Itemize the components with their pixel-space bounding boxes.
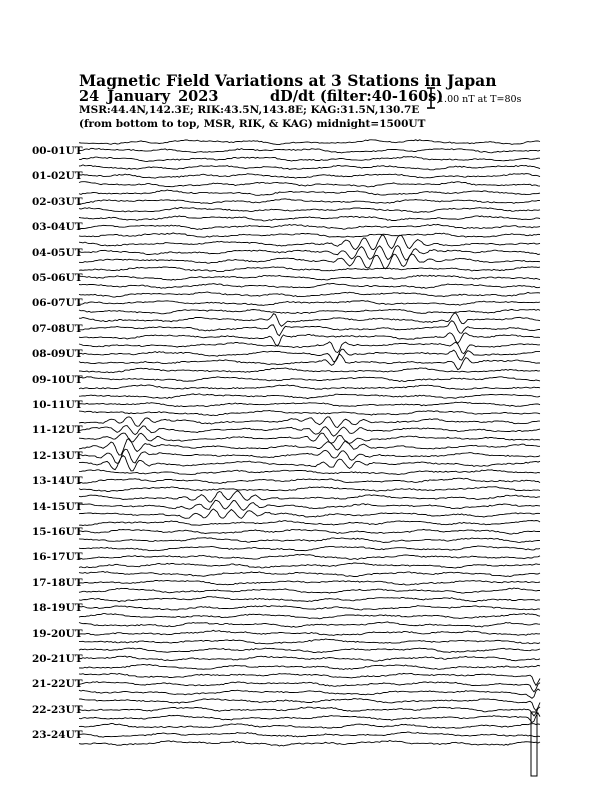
trace-kag [79, 165, 540, 170]
trace-rik [79, 275, 540, 280]
trace-rik [79, 529, 540, 534]
trace-kag [79, 597, 540, 602]
row-label: 14-15UT [32, 500, 83, 513]
trace-msr [79, 509, 540, 519]
trace-kag [79, 216, 540, 221]
trace-kag [79, 313, 540, 326]
trace-msr [79, 433, 540, 443]
row-label: 16-17UT [32, 551, 83, 564]
trace-rik [79, 500, 540, 510]
row-label: 15-16UT [32, 526, 83, 538]
trace-kag [79, 673, 540, 685]
row-label: 09-10UT [32, 373, 83, 386]
trace-rik [79, 224, 540, 229]
trace-msr [79, 385, 540, 390]
row-label: 13-14UT [32, 475, 83, 488]
row-label: 11-12UT [32, 424, 83, 437]
trace-kag [79, 394, 540, 399]
trace-msr [79, 689, 540, 698]
row-label: 10-11UT [32, 399, 83, 411]
row-label: 18-19UT [32, 602, 83, 615]
trace-rik [79, 449, 540, 463]
row-label: 02-03UT [32, 195, 83, 208]
trace-kag [79, 521, 540, 526]
trace-msr [79, 284, 540, 289]
trace-rik [79, 321, 540, 336]
row-label: 20-21UT [32, 653, 83, 665]
trace-rik [79, 301, 540, 306]
trace-group [79, 140, 540, 776]
trace-kag [79, 724, 540, 729]
row-label: 03-04UT [32, 221, 83, 234]
trace-kag [79, 572, 540, 577]
trace-rik [79, 732, 540, 737]
trace-msr [79, 588, 540, 593]
row-label: 00-01UT [32, 145, 83, 157]
station-coordinates: MSR:44.4N,142.3E; RIK:43.5N,143.8E; KAG:31.5N,130.7E [79, 104, 420, 116]
trace-kag [79, 190, 540, 195]
trace-order-note: (from bottom to top, MSR, RIK, & KAG) midnight=1500UT [79, 118, 426, 130]
trace-rik [79, 349, 540, 362]
trace-kag [79, 622, 540, 627]
trace-rik [79, 630, 540, 635]
trace-kag [79, 267, 540, 272]
trace-kag [79, 292, 540, 297]
trace-rik [79, 656, 540, 661]
row-label: 08-09UT [32, 348, 83, 361]
scale-bar-label: 1.00 nT at T=80s [438, 94, 522, 105]
trace-msr [79, 254, 540, 269]
trace-rik [79, 402, 540, 406]
row-label: 07-08UT [32, 322, 83, 335]
trace-rik [79, 199, 540, 204]
trace-rik [79, 478, 540, 483]
trace-rik [79, 606, 540, 610]
trace-msr [79, 664, 540, 669]
trace-rik [79, 148, 540, 153]
row-label: 04-05UT [32, 246, 83, 259]
trace-msr [79, 354, 540, 370]
trace-msr [79, 614, 540, 619]
trace-msr [79, 487, 540, 492]
trace-rik [79, 174, 540, 179]
row-label: 22-23UT [32, 703, 83, 716]
chart-component: dD/dt (filter:40-160s) [270, 88, 444, 105]
trace-msr [79, 309, 540, 314]
trace-msr [79, 456, 540, 471]
trace-rik [79, 426, 540, 437]
trace-kag [79, 417, 540, 428]
trace-rik [79, 707, 540, 716]
trace-kag [79, 470, 540, 475]
trace-msr [79, 333, 540, 346]
trace-msr [79, 233, 540, 237]
row-label: 12-13UT [32, 449, 83, 462]
row-label: 19-20UT [32, 627, 83, 640]
trace-kag [79, 491, 540, 502]
chart-title: Magnetic Field Variations at 3 Stations in Japan [79, 71, 497, 90]
trace-rik [79, 555, 540, 560]
row-label: 17-18UT [32, 576, 83, 589]
scale-bar [427, 88, 435, 108]
trace-msr [79, 207, 540, 212]
row-label: 06-07UT [32, 297, 83, 310]
row-label: 21-22UT [32, 678, 83, 691]
trace-kag [79, 235, 540, 250]
trace-msr [79, 639, 540, 644]
trace-rik [79, 246, 540, 261]
trace-msr [79, 538, 540, 543]
row-label: 05-06UT [32, 272, 83, 284]
chart-date: 24 January 2023 [79, 88, 219, 105]
trace-msr [79, 182, 540, 187]
trace-rik [79, 580, 540, 585]
trace-rik [79, 377, 540, 382]
row-label: 23-24UT [32, 729, 83, 742]
trace-kag [79, 648, 540, 653]
trace-kag [79, 368, 540, 373]
trace-kag [79, 140, 540, 145]
trace-msr [79, 741, 540, 747]
row-label: 01-02UT [32, 170, 83, 183]
trace-msr [79, 157, 540, 162]
trace-msr [79, 411, 540, 416]
trace-kag [79, 546, 540, 551]
trace-msr [79, 713, 540, 723]
trace-msr [79, 563, 540, 568]
